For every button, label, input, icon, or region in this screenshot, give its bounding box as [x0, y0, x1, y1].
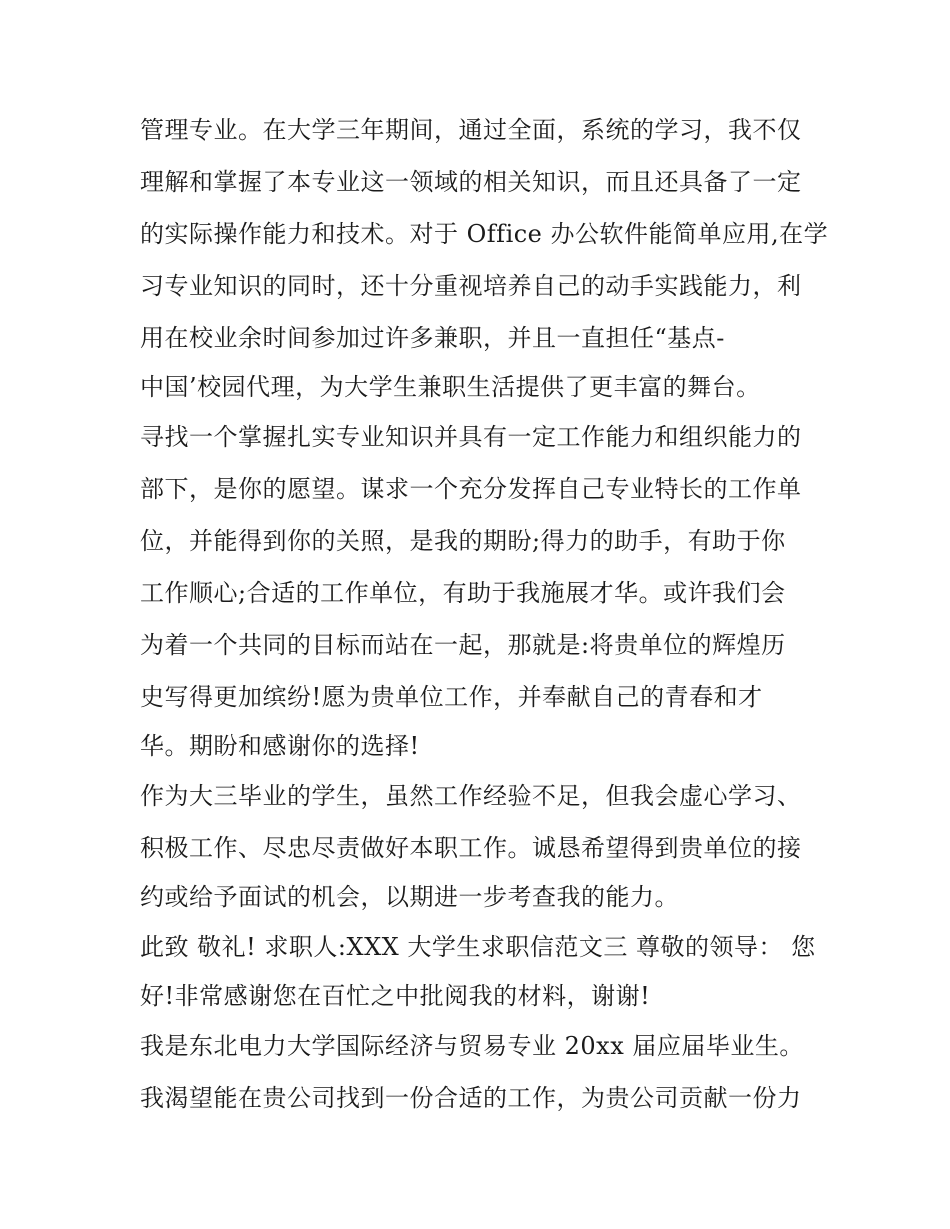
text-line: 的实际操作能力和技术。对于 Office 办公软件能简单应用,在学	[140, 220, 829, 248]
text-line: 用在校业余时间参加过许多兼职，并且一直担任“基点-	[140, 324, 725, 352]
text-line: 华。期盼和感谢你的选择!	[140, 732, 420, 760]
text-line: 作为大三毕业的学生，虽然工作经验不足，但我会虚心学习、	[140, 782, 802, 810]
text-line: 位，并能得到你的关照，是我的期盼;得力的助手，有助于你	[140, 527, 786, 555]
text-line: 史写得更加缤纷!愿为贵单位工作，并奉献自己的青春和才	[140, 683, 763, 711]
text-line: 好!非常感谢您在百忙之中批阅我的材料，谢谢!	[140, 982, 651, 1010]
text-line: 约或给予面试的机会，以期进一步考查我的能力。	[140, 883, 679, 911]
text-line: 寻找一个掌握扎实专业知识并具有一定工作能力和组织能力的	[140, 423, 802, 451]
text-line: 我渴望能在贵公司找到一份合适的工作，为贵公司贡献一份力	[140, 1084, 802, 1112]
text-line: 理解和掌握了本专业这一领域的相关知识，而且还具备了一定	[140, 168, 802, 196]
text-line: 积极工作、尽忠尽责做好本职工作。诚恳希望得到贵单位的接	[140, 834, 802, 862]
text-line: 我是东北电力大学国际经济与贸易专业 20xx 届应届毕业生。	[140, 1032, 804, 1060]
text-line: 工作顺心;合适的工作单位，有助于我施展才华。或许我们会	[140, 579, 786, 607]
text-line: 管理专业。在大学三年期间，通过全面，系统的学习，我不仅	[140, 116, 802, 144]
text-line: 习专业知识的同时，还十分重视培养自己的动手实践能力，利	[140, 272, 802, 300]
text-line: 中国’校园代理，为大学生兼职生活提供了更丰富的舞台。	[140, 373, 761, 401]
body-text	[140, 104, 830, 1124]
text-line: 部下，是你的愿望。谋求一个充分发挥自己专业特长的工作单	[140, 475, 802, 503]
text-line: 此致 敬礼! 求职人:XXX 大学生求职信范文三 尊敬的领导： 您	[140, 933, 816, 961]
text-line: 为着一个共同的目标而站在一起，那就是:将贵单位的辉煌历	[140, 631, 786, 659]
